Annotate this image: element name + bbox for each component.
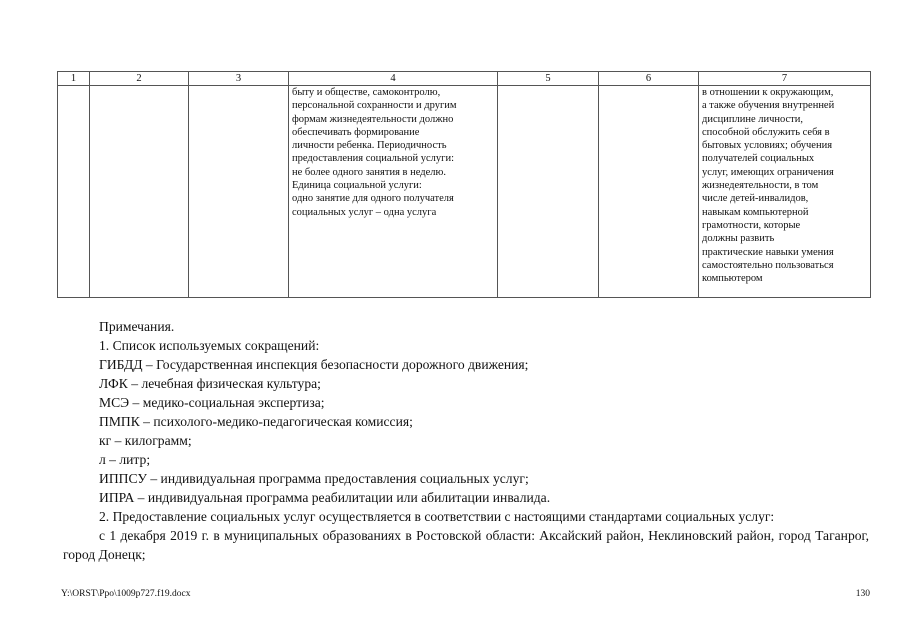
table-header-cell: 5 [498,72,599,86]
table-cell-col3 [189,86,289,298]
table-header-cell: 3 [189,72,289,86]
services-table [57,71,871,298]
abbreviation-item: ГИБДД – Государственная инспекция безопасности дорожного движения; [99,357,529,372]
table-row [58,86,871,298]
table-cell-service-description: быту и обществе, самоконтролю, персональной сохранности и другим формам жизнедеятельности должно обеспечивать формирование личности ребенка. Периодичность предоставления социальной услуги: не более одного занятия в неделю. Единица социальной услуги: одно занятие для одного получателя социальных услуг – одна услуга [289,86,498,298]
table-header-cell: 7 [699,72,871,86]
notes-item-abbreviations: 1. Список используемых сокращений: [99,338,320,353]
abbreviation-item: кг – килограмм; [99,433,192,448]
abbreviation-item: ИПРА – индивидуальная программа реабилитации или абилитации инвалида. [99,490,551,505]
table-cell-col2 [90,86,189,298]
notes-item-provision: 2. Предоставление социальных услуг осуществляется в соответствии с настоящими стандартами социальных услуг: [99,509,775,524]
table-header-cell: 2 [90,72,189,86]
notes-section [63,317,869,564]
abbreviation-item: ПМПК – психолого-медико-педагогическая комиссия; [99,414,413,429]
table-cell-col6 [599,86,699,298]
abbreviation-item: л – литр; [99,452,151,467]
footer-file-path: Y:\ORST\Ppo\1009p727.f19.docx [61,589,191,599]
table-cell-service-goal: в отношении к окружающим, а также обучения внутренней дисциплине личности, способной обслужить себя в бытовых условиях; обучения получателей социальных услуг, имеющих ограничения жизнедеятельности, в том числе детей-инвалидов, навыкам компьютерной грамотности, которые должны развить практические навыки умения самостоятельно пользоваться компьютером [699,86,871,298]
abbreviation-item: МСЭ – медико-социальная экспертиза; [99,395,325,410]
table-header-cell: 6 [599,72,699,86]
notes-item-provision-detail: с 1 декабря 2019 г. в муниципальных образованиях в Ростовской области: Аксайский район, Неклиновский район, город Таганрог, город Донецк; [63,528,869,562]
table-header-cell: 4 [289,72,498,86]
table-header-cell: 1 [58,72,90,86]
table-header-row [58,72,871,86]
table-cell-col1 [58,86,90,298]
abbreviation-item: ЛФК – лечебная физическая культура; [99,376,321,391]
notes-heading: Примечания. [99,319,175,334]
table-cell-col5 [498,86,599,298]
footer-page-number: 130 [855,589,870,599]
abbreviation-item: ИППСУ – индивидуальная программа предоставления социальных услуг; [99,471,529,486]
